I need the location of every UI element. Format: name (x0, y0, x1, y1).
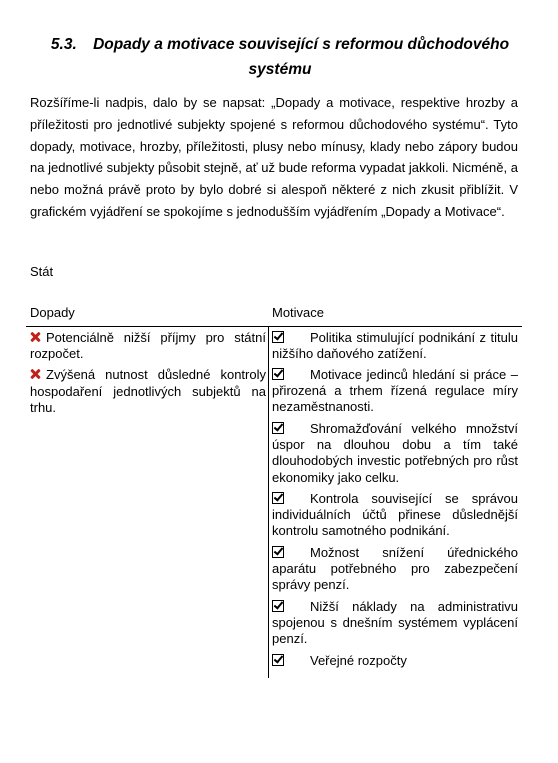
motivace-item-text: Možnost snížení úřednického aparátu potřebného pro zabezpečení správy penzí. (272, 545, 518, 593)
dopady-item (30, 330, 266, 362)
dopady-column (30, 330, 266, 421)
checked-box-icon (272, 422, 284, 434)
motivace-item-text: Motivace jedinců hledání si práce – přirozená a trhem řízená regulace míry nezaměstnanosti. (272, 367, 518, 415)
motivace-item (272, 367, 518, 416)
dopady-item-text: Zvýšená nutnost důsledné kontroly hospodaření jednotlivých subjektů na trhu. (30, 367, 266, 415)
table-header-divider (26, 326, 522, 327)
checked-box-icon (272, 654, 284, 666)
motivace-item-text: Veřejné rozpočty (310, 653, 407, 668)
motivace-item (272, 330, 518, 362)
dopady-item (30, 367, 266, 416)
checked-box-icon (272, 600, 284, 612)
checked-box-icon (272, 331, 284, 343)
motivace-item-text: Kontrola související se správou individuálních účtů přinese důslednější kontrolu samotného podnikání. (272, 491, 518, 539)
checked-box-icon (272, 492, 284, 504)
motivace-item (272, 653, 518, 669)
table-header-motivace: Motivace (272, 305, 325, 320)
motivace-item-text: Nižší náklady na administrativu spojenou s dnešním systémem vyplácení penzí. (272, 599, 518, 647)
checked-box-icon (272, 368, 284, 380)
motivace-item (272, 545, 518, 594)
red-cross-icon (30, 369, 40, 379)
motivace-item (272, 491, 518, 540)
motivace-item (272, 599, 518, 648)
section-title: Dopady a motivace související s reformou důchodového systému (93, 36, 510, 78)
section-heading (30, 32, 530, 82)
checked-box-icon (272, 546, 284, 558)
table-column-divider (268, 326, 269, 678)
subject-label: Stát (30, 264, 54, 279)
intro-paragraph: Rozšíříme-li nadpis, dalo by se napsat: „Dopady a motivace, respektive hrozby a příležitosti pro jednotlivé subjekty spojené s reformou důchodového systému“. Tyto dopady, motivace, hrozby, příležitosti, plusy nebo mínusy, klady nebo zápory budou na jednotlivé subjekty působit stejně, ať už bude reforma vypadat jakkoli. Nicméně, a nebo možná právě proto by bylo dobré si alespoň některé z nich zkusit přiblížit. V grafickém vyjádření se spokojíme s jednodušším vyjádřením „Dopady a Motivace“. (30, 95, 518, 219)
red-cross-icon (30, 332, 40, 342)
motivace-item-text: Shromažďování velkého množství úspor na dlouhou dobu a tím také dlouhodobých investic potřebných pro růst ekonomiky jako celku. (272, 421, 518, 485)
motivace-item (272, 421, 518, 486)
table-header-dopady: Dopady (30, 305, 75, 320)
dopady-item-text: Potenciálně nižší příjmy pro státní rozpočet. (30, 330, 266, 362)
motivace-item-text: Politika stimulující podnikání z titulu nižšího daňového zatížení. (272, 330, 518, 362)
section-number: 5.3. (50, 36, 77, 53)
